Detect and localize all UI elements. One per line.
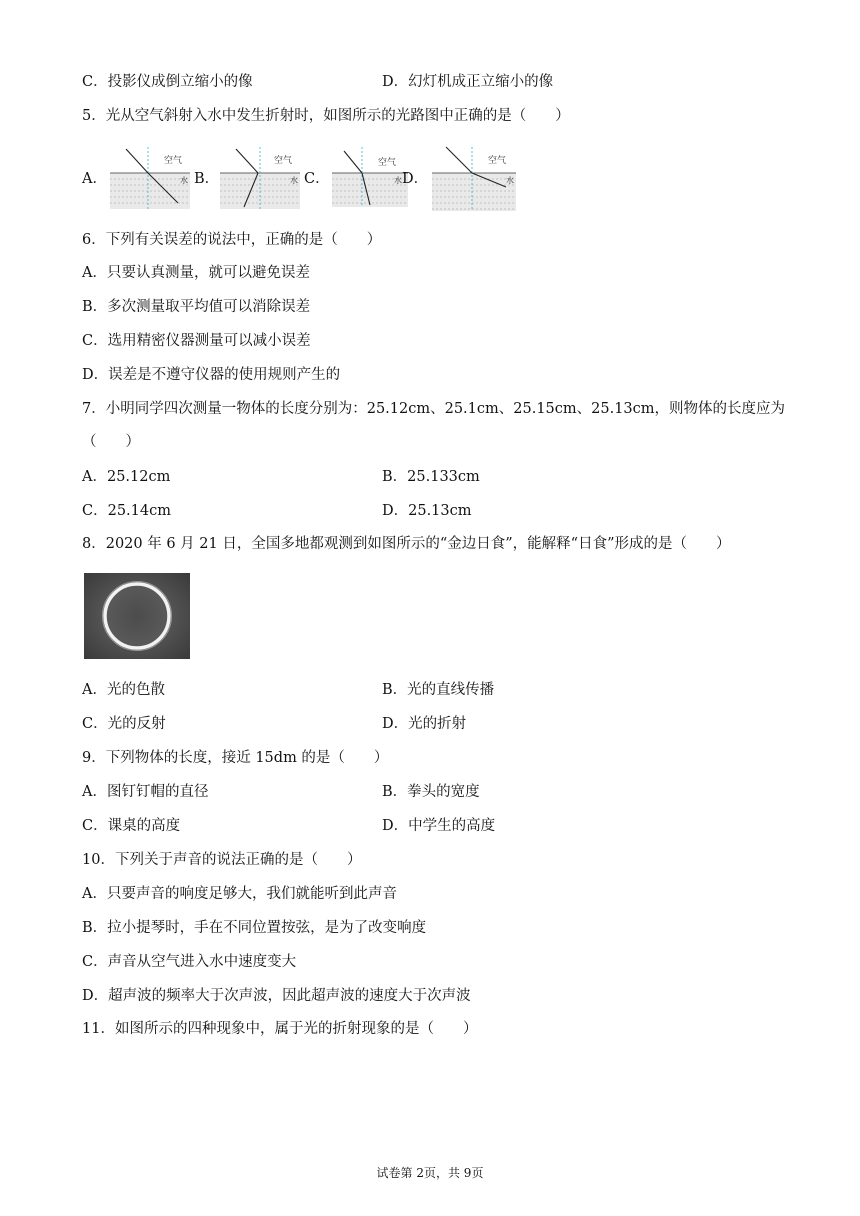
q10-option-a: A．只要声音的响度足够大，我们就能听到此声音 bbox=[82, 886, 397, 902]
q7-option-c: C．25.14cm bbox=[82, 503, 171, 519]
q6-option-a: A．只要认真测量，就可以避免误差 bbox=[82, 265, 310, 281]
q6-stem: 6．下列有关误差的说法中，正确的是（ ） bbox=[82, 232, 382, 248]
q5-b-water-label: 水 bbox=[290, 176, 298, 185]
q5-c-air-label: 空气 bbox=[378, 158, 397, 168]
q6-option-b: B．多次测量取平均值可以消除误差 bbox=[82, 299, 311, 315]
eclipse-photo bbox=[84, 573, 190, 659]
q7-option-a: A．25.12cm bbox=[82, 469, 171, 485]
q8-option-d: D．光的折射 bbox=[382, 716, 467, 732]
q8-option-b: B．光的直线传播 bbox=[382, 682, 495, 698]
q5-b-air-label: 空气 bbox=[274, 156, 293, 166]
q11-stem: 11．如图所示的四种现象中，属于光的折射现象的是（ ） bbox=[82, 1021, 478, 1037]
q5-c-water-label: 水 bbox=[394, 176, 402, 185]
q5-option-b-label: B． bbox=[194, 171, 220, 187]
q5-d-air-label: 空气 bbox=[488, 156, 507, 166]
q5-a-air-label: 空气 bbox=[164, 156, 183, 166]
q4-option-d: D．幻灯机成正立缩小的像 bbox=[382, 74, 554, 90]
q9-stem: 9．下列物体的长度，接近 15dm 的是（ ） bbox=[82, 750, 389, 766]
q5-option-d-label: D． bbox=[402, 171, 429, 187]
q5-diagram-a bbox=[108, 145, 192, 213]
q7-option-b: B．25.133cm bbox=[382, 469, 480, 485]
q8-stem: 8．2020 年 6 月 21 日，全国多地都观测到如图所示的“金边日食”，能解释“日食”形成的是（ ） bbox=[82, 536, 731, 552]
q7-stem-cont: （ ） bbox=[82, 434, 140, 450]
q9-option-d: D．中学生的高度 bbox=[382, 818, 496, 834]
q7-stem: 7．小明同学四次测量一物体的长度分别为：25.12cm、25.1cm、25.15cm、25.13cm，则物体的长度应为 bbox=[82, 401, 786, 417]
page-footer: 试卷第 2页，共 9页 bbox=[376, 1166, 484, 1180]
q10-option-c: C．声音从空气进入水中速度变大 bbox=[82, 954, 297, 970]
q8-option-a: A．光的色散 bbox=[82, 682, 165, 698]
q4-option-c: C．投影仪成倒立缩小的像 bbox=[82, 74, 253, 90]
q9-option-b: B．拳头的宽度 bbox=[382, 784, 480, 800]
q9-option-a: A．图钉钉帽的直径 bbox=[82, 784, 209, 800]
q7-option-d: D．25.13cm bbox=[382, 503, 472, 519]
q5-option-c-label: C． bbox=[304, 171, 330, 187]
q5-d-water-label: 水 bbox=[506, 176, 514, 185]
q10-stem: 10．下列关于声音的说法正确的是（ ） bbox=[82, 852, 362, 868]
q5-diagram-d bbox=[430, 145, 518, 215]
q9-option-c: C．课桌的高度 bbox=[82, 818, 181, 834]
q8-option-c: C．光的反射 bbox=[82, 716, 166, 732]
q5-stem: 5．光从空气斜射入水中发生折射时，如图所示的光路图中正确的是（ ） bbox=[82, 108, 570, 124]
q5-diagram-b bbox=[218, 145, 302, 213]
q10-option-d: D．超声波的频率大于次声波，因此超声波的速度大于次声波 bbox=[82, 988, 471, 1004]
q6-option-d: D．误差是不遵守仪器的使用规则产生的 bbox=[82, 367, 341, 383]
q5-diagram-row bbox=[82, 145, 702, 215]
q5-a-water-label: 水 bbox=[180, 176, 188, 185]
q5-option-a-label: A． bbox=[82, 171, 107, 187]
q6-option-c: C．选用精密仪器测量可以减小误差 bbox=[82, 333, 311, 349]
q10-option-b: B．拉小提琴时，手在不同位置按弦，是为了改变响度 bbox=[82, 920, 427, 936]
